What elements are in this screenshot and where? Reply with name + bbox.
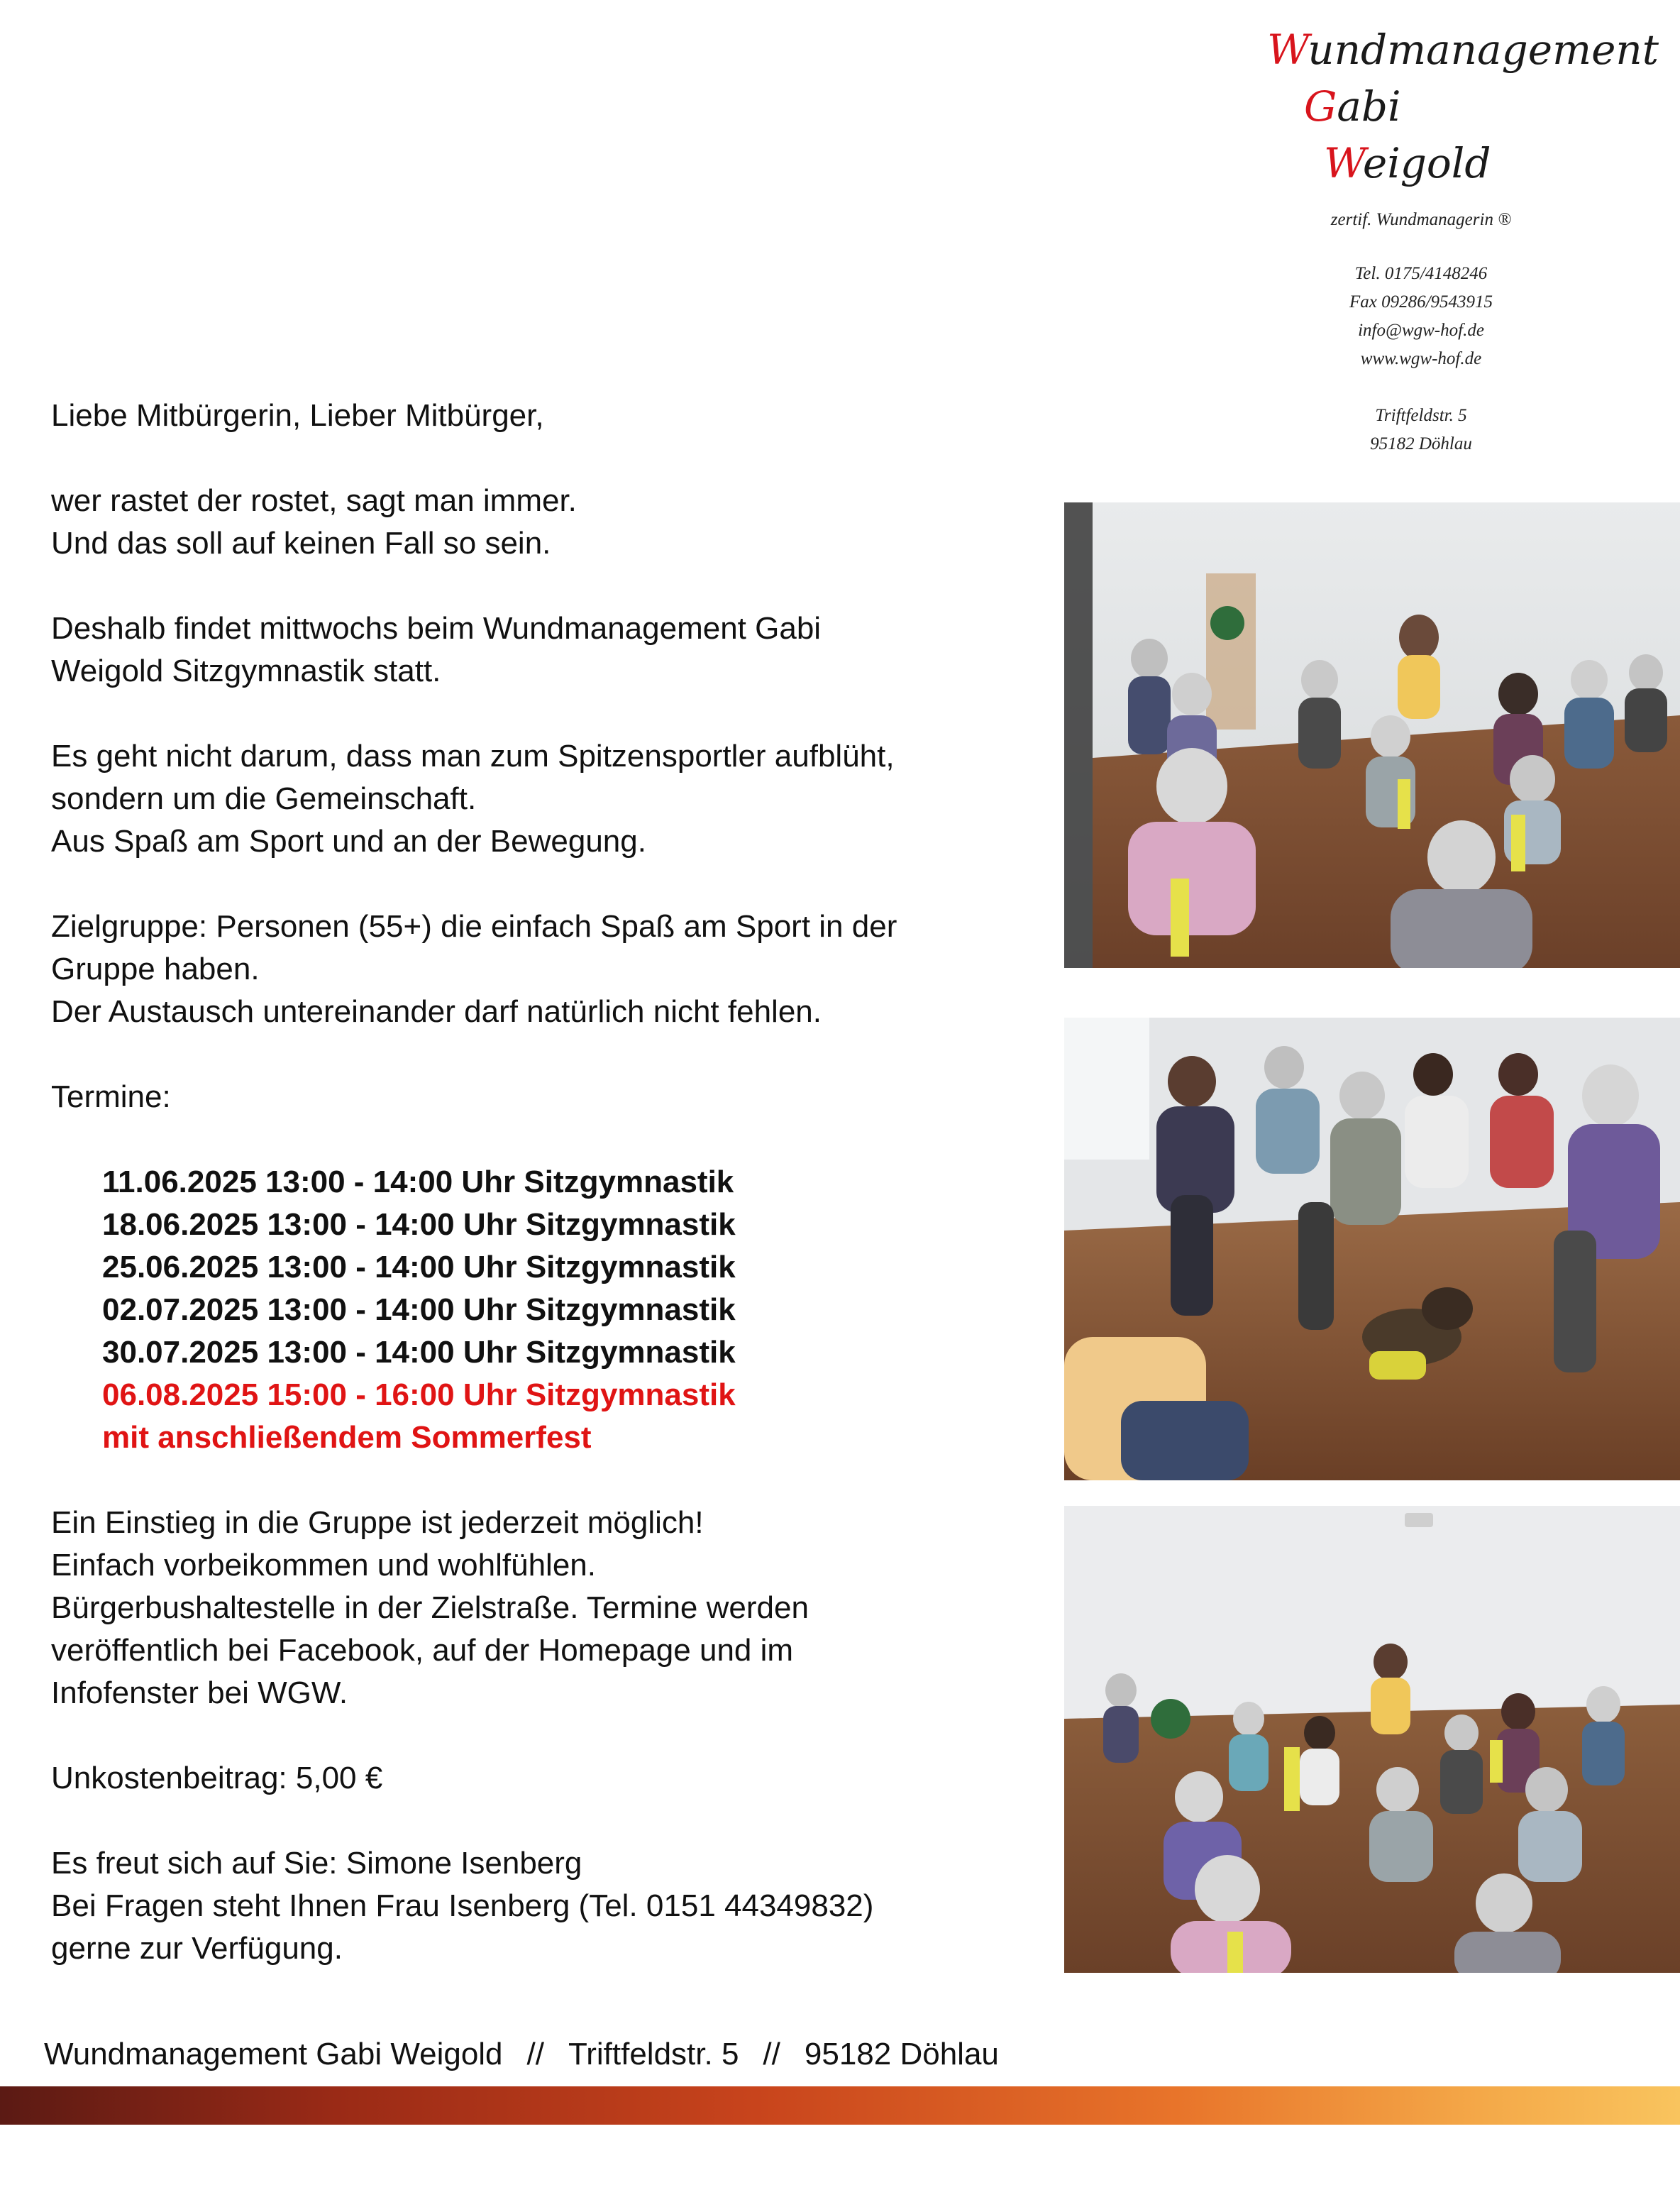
schedule-summer-festival-note: mit anschließendem Sommerfest (102, 1420, 592, 1455)
footer-street: Triftfeldstr. 5 (568, 2037, 739, 2071)
group-photo-2 (1064, 1018, 1680, 1480)
footer-company: Wundmanagement Gabi Weigold (44, 2037, 503, 2071)
logo-line-3: Weigold (1324, 139, 1491, 187)
group-photo-2-illustration (1064, 1018, 1680, 1480)
footer-city: 95182 Döhlau (804, 2037, 999, 2071)
paragraph-join-info: Ein Einstieg in die Gruppe ist jederzeit möglich! Einfach vorbeikommen und wohlfühlen. Bürgerbushaltestelle in der Zielstraße. Termine werden veröffentlich bei Facebook, auf der Homepage und im Infofenster bei WGW. (51, 1505, 809, 1710)
termine-heading: Termine: (51, 1079, 171, 1114)
group-photo-3 (1064, 1506, 1680, 1973)
phone-text: Tel. 0175/4148246 (1354, 264, 1488, 283)
paragraph-target-group: Zielgruppe: Personen (55+) die einfach Spaß am Sport in der Gruppe haben. Der Austausch untereinander darf natürlich nicht fehlen. (51, 909, 897, 1029)
schedule-item: 02.07.2025 13:00 - 14:00 Uhr Sitzgymnastik (102, 1292, 736, 1327)
group-photo-1-illustration (1064, 502, 1680, 968)
contact-block (1304, 260, 1538, 373)
paragraph-intro: wer rastet der rostet, sagt man immer. Und das soll auf keinen Fall so sein. (51, 483, 577, 561)
paragraph-contact-person: Es freut sich auf Sie: Simone Isenberg Bei Fragen steht Ihnen Frau Isenberg (Tel. 0151 44349832) gerne zur Verfügung. (51, 1846, 874, 1966)
website-link[interactable]: www.wgw-hof.de (1360, 349, 1482, 368)
schedule-list (102, 1161, 1059, 1459)
letter-body (51, 395, 1059, 2013)
footer-separator: // (763, 2037, 780, 2071)
schedule-item: 30.07.2025 13:00 - 14:00 Uhr Sitzgymnastik (102, 1335, 736, 1370)
greeting: Liebe Mitbürgerin, Lieber Mitbürger, (51, 398, 544, 433)
logo-line-2: Gabi (1304, 82, 1401, 131)
address-street: Triftfeldstr. 5 (1375, 406, 1467, 425)
group-photo-3-illustration (1064, 1506, 1680, 1973)
schedule-item: 25.06.2025 13:00 - 14:00 Uhr Sitzgymnastik (102, 1250, 736, 1284)
schedule-item: 11.06.2025 13:00 - 14:00 Uhr Sitzgymnastik (102, 1165, 734, 1199)
certification-text: zertif. Wundmanagerin ® (1330, 210, 1512, 229)
address-city: 95182 Döhlau (1370, 434, 1472, 453)
address-block (1304, 402, 1538, 458)
logo-line-1: Wundmanagement (1267, 26, 1659, 74)
paragraph-offer: Deshalb findet mittwochs beim Wundmanagement Gabi Weigold Sitzgymnastik statt. (51, 611, 822, 688)
footer-separator: // (526, 2037, 544, 2071)
footer-gradient-bar (0, 2086, 1680, 2125)
cost-text: Unkostenbeitrag: 5,00 € (51, 1761, 383, 1795)
group-photo-1 (1064, 502, 1680, 968)
email-link[interactable]: info@wgw-hof.de (1358, 321, 1484, 340)
paragraph-community: Es geht nicht darum, dass man zum Spitzensportler aufblüht, sondern um die Gemeinschaft. Aus Spaß am Sport und an der Bewegung. (51, 739, 895, 859)
footer-address-line (44, 2037, 999, 2072)
fax-text: Fax 09286/9543915 (1349, 292, 1493, 312)
schedule-item-highlight: 06.08.2025 15:00 - 16:00 Uhr Sitzgymnastik (102, 1377, 736, 1412)
schedule-item: 18.06.2025 13:00 - 14:00 Uhr Sitzgymnastik (102, 1207, 736, 1242)
